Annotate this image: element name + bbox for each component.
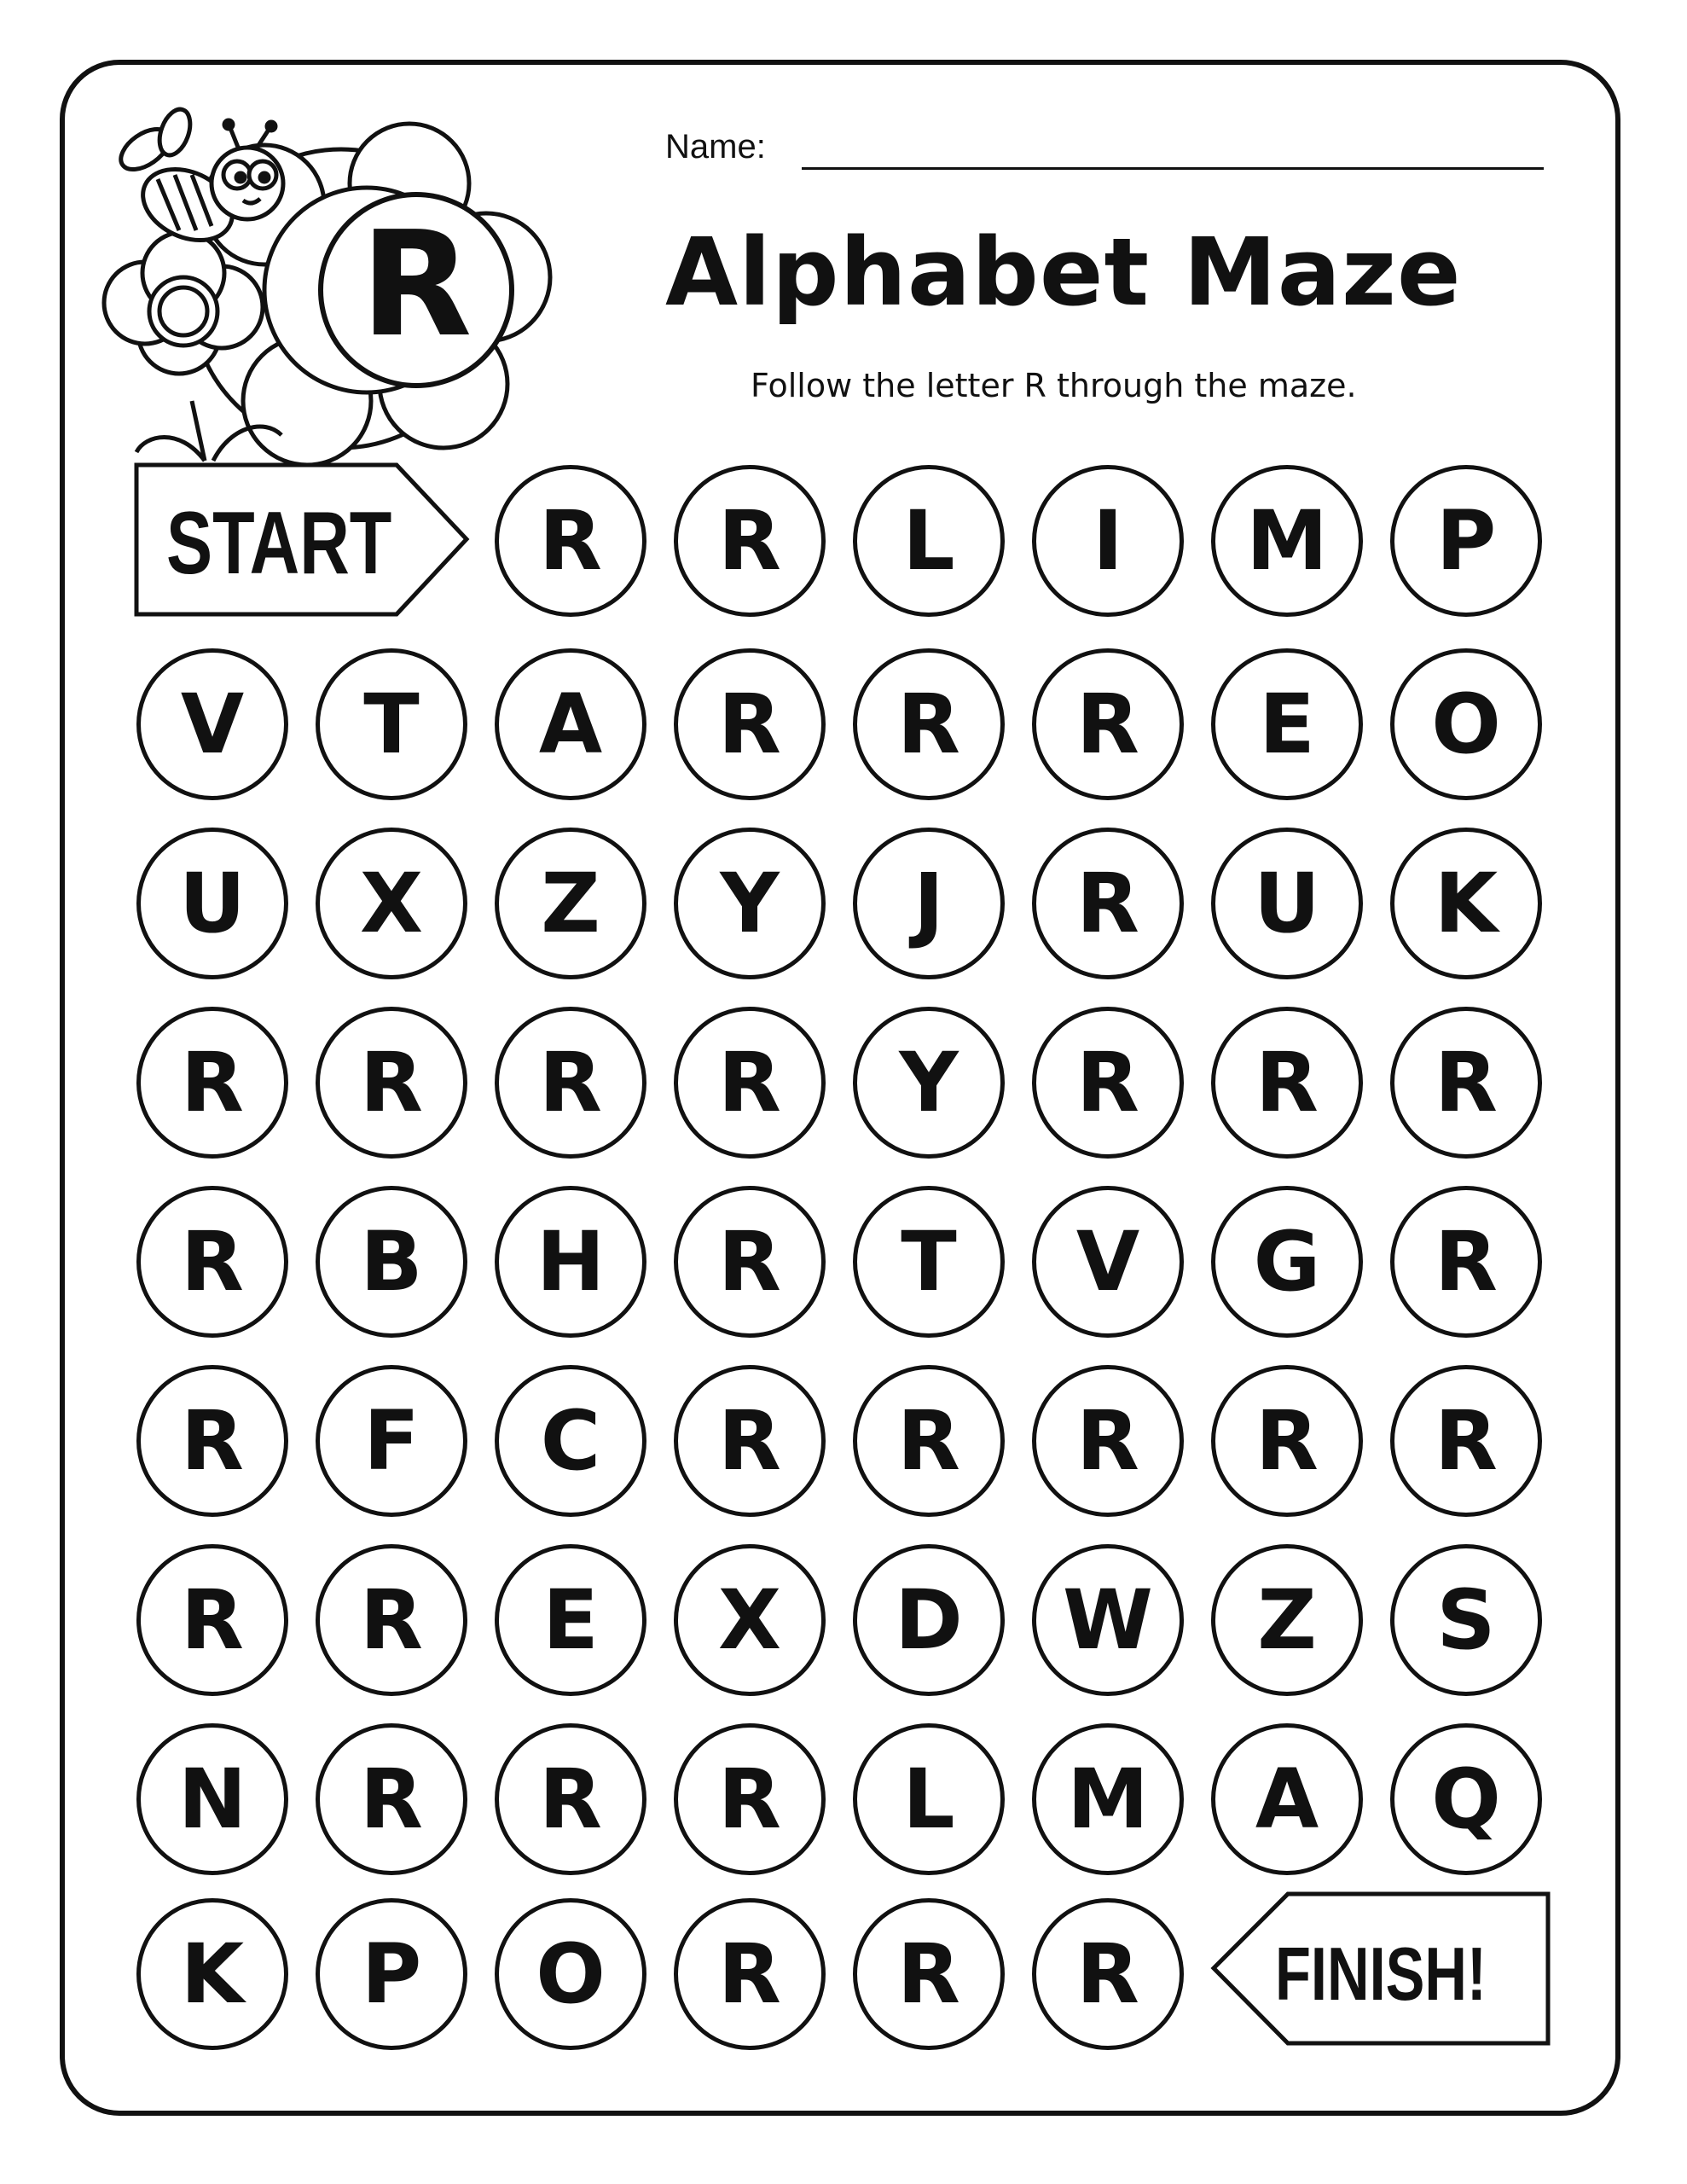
maze-cell[interactable]: R: [674, 1365, 826, 1517]
maze-cell[interactable]: R: [495, 465, 646, 617]
maze-cell[interactable]: R: [1211, 1365, 1363, 1517]
maze-cell[interactable]: R: [674, 1898, 826, 2050]
badge-letter: R: [360, 200, 472, 369]
maze-cell[interactable]: R: [1032, 1898, 1184, 2050]
maze-cell[interactable]: G: [1211, 1186, 1363, 1338]
maze-cell[interactable]: Q: [1390, 1723, 1542, 1875]
maze-cell[interactable]: X: [674, 1544, 826, 1696]
maze-cell[interactable]: P: [316, 1898, 467, 2050]
maze-cell[interactable]: Y: [853, 1007, 1005, 1159]
maze-cell[interactable]: R: [495, 1007, 646, 1159]
maze-cell[interactable]: C: [495, 1365, 646, 1517]
maze-cell[interactable]: R: [1032, 1365, 1184, 1517]
name-label: Name:: [665, 128, 766, 166]
maze-cell[interactable]: R: [674, 1723, 826, 1875]
finish-label: FINISH!: [1275, 1931, 1487, 2016]
maze-cell[interactable]: R: [1390, 1365, 1542, 1517]
maze-cell[interactable]: E: [1211, 648, 1363, 800]
page-title: Alphabet Maze: [665, 218, 1462, 327]
maze-cell[interactable]: X: [316, 828, 467, 979]
maze-cell[interactable]: R: [316, 1007, 467, 1159]
maze-cell[interactable]: R: [674, 648, 826, 800]
maze-cell[interactable]: R: [136, 1007, 288, 1159]
maze-cell[interactable]: N: [136, 1723, 288, 1875]
maze-cell[interactable]: L: [853, 1723, 1005, 1875]
maze-cell[interactable]: J: [853, 828, 1005, 979]
start-label: START: [166, 494, 392, 593]
maze-cell[interactable]: R: [853, 1898, 1005, 2050]
maze-cell[interactable]: K: [136, 1898, 288, 2050]
maze-cell[interactable]: R: [136, 1544, 288, 1696]
maze-cell[interactable]: W: [1032, 1544, 1184, 1696]
maze-cell[interactable]: R: [1211, 1007, 1363, 1159]
maze-cell[interactable]: R: [1032, 1007, 1184, 1159]
maze-cell[interactable]: A: [495, 648, 646, 800]
maze-cell[interactable]: A: [1211, 1723, 1363, 1875]
maze-cell[interactable]: E: [495, 1544, 646, 1696]
maze-cell[interactable]: R: [1032, 648, 1184, 800]
maze-cell[interactable]: U: [1211, 828, 1363, 979]
maze-cell[interactable]: D: [853, 1544, 1005, 1696]
maze-cell[interactable]: V: [1032, 1186, 1184, 1338]
maze-cell[interactable]: R: [674, 465, 826, 617]
maze-cell[interactable]: U: [136, 828, 288, 979]
maze-cell[interactable]: Y: [674, 828, 826, 979]
maze-cell[interactable]: R: [1390, 1007, 1542, 1159]
maze-cell[interactable]: Z: [495, 828, 646, 979]
maze-cell[interactable]: H: [495, 1186, 646, 1338]
maze-cell[interactable]: V: [136, 648, 288, 800]
maze-cell[interactable]: R: [136, 1365, 288, 1517]
maze-cell[interactable]: R: [316, 1723, 467, 1875]
maze-cell[interactable]: Z: [1211, 1544, 1363, 1696]
maze-cell[interactable]: P: [1390, 465, 1542, 617]
maze-cell[interactable]: T: [316, 648, 467, 800]
maze-cell[interactable]: R: [316, 1544, 467, 1696]
maze-cell[interactable]: M: [1032, 1723, 1184, 1875]
maze-cell[interactable]: R: [495, 1723, 646, 1875]
maze-cell[interactable]: R: [1032, 828, 1184, 979]
maze-cell[interactable]: T: [853, 1186, 1005, 1338]
maze-cell[interactable]: R: [853, 1365, 1005, 1517]
maze-cell[interactable]: S: [1390, 1544, 1542, 1696]
maze-cell[interactable]: L: [853, 465, 1005, 617]
maze-cell[interactable]: M: [1211, 465, 1363, 617]
maze-cell[interactable]: R: [136, 1186, 288, 1338]
instruction-text: Follow the letter R through the maze.: [751, 367, 1357, 404]
maze-cell[interactable]: R: [674, 1007, 826, 1159]
maze-cell[interactable]: R: [1390, 1186, 1542, 1338]
maze-cell[interactable]: I: [1032, 465, 1184, 617]
maze-cell[interactable]: R: [674, 1186, 826, 1338]
maze-cell[interactable]: F: [316, 1365, 467, 1517]
maze-cell[interactable]: B: [316, 1186, 467, 1338]
maze-cell[interactable]: K: [1390, 828, 1542, 979]
maze-cell[interactable]: O: [1390, 648, 1542, 800]
maze-cell[interactable]: O: [495, 1898, 646, 2050]
maze-cell[interactable]: R: [853, 648, 1005, 800]
